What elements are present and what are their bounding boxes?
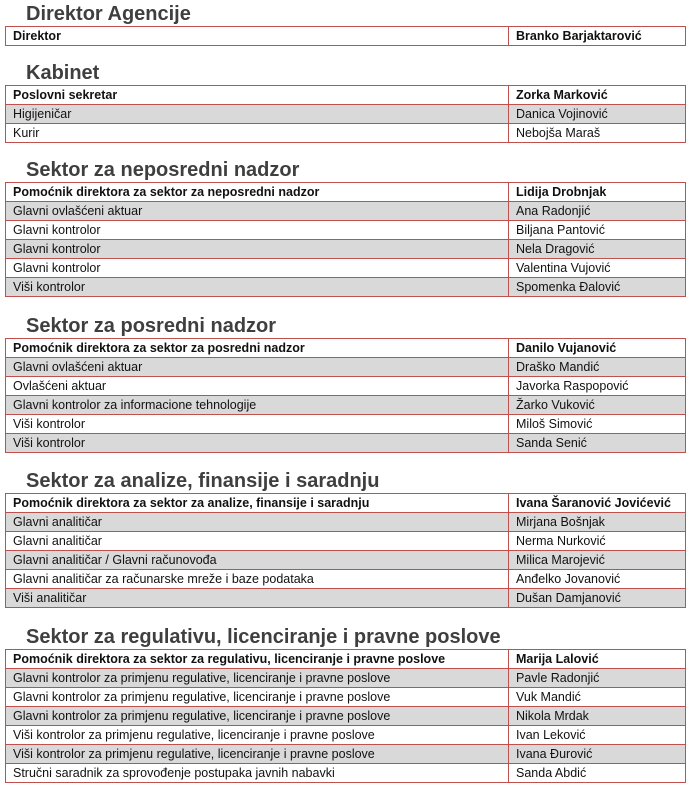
table-row [6,221,686,240]
staff-table [5,85,686,143]
name-cell: Spomenka Đalović [509,278,686,297]
name-cell: Danica Vojinović [509,105,686,124]
role-cell: Glavni kontrolor za primjenu regulative, licenciranje i pravne poslove [6,669,509,688]
role-cell: Glavni ovlašćeni aktuar [6,358,509,377]
role-cell: Glavni ovlašćeni aktuar [6,202,509,221]
name-cell: Nerma Nurković [509,532,686,551]
table-row [6,650,686,669]
role-cell: Glavni kontrolor za primjenu regulative, licenciranje i pravne poslove [6,707,509,726]
table-row [6,764,686,783]
role-cell: Viši kontrolor [6,434,509,453]
section-analize-finansije [5,470,686,608]
role-cell: Ovlašćeni aktuar [6,377,509,396]
name-cell: Žarko Vuković [509,396,686,415]
role-cell: Glavni kontrolor [6,240,509,259]
name-cell: Vuk Mandić [509,688,686,707]
section-title: Sektor za analize, finansije i saradnju [26,470,380,492]
role-cell: Glavni analitičar za računarske mreže i baze podataka [6,570,509,589]
name-cell: Branko Barjaktarović [509,27,686,46]
name-cell: Sanda Senić [509,434,686,453]
name-cell: Pavle Radonjić [509,669,686,688]
name-cell: Sanda Abdić [509,764,686,783]
role-cell: Higijeničar [6,105,509,124]
name-cell: Javorka Raspopović [509,377,686,396]
table-row [6,240,686,259]
role-cell: Pomoćnik direktora za sektor za neposredni nadzor [6,183,509,202]
section-regulativa-licenciranje [5,626,686,783]
staff-table [5,26,686,46]
role-cell: Viši analitičar [6,589,509,608]
role-cell: Glavni kontrolor [6,221,509,240]
role-cell: Kurir [6,124,509,143]
section-title: Direktor Agencije [26,3,191,25]
section-neposredni-nadzor [5,159,686,297]
name-cell: Ivana Šaranović Jovićević [509,494,686,513]
table-row [6,589,686,608]
role-cell: Pomoćnik direktora za sektor za posredni nadzor [6,339,509,358]
role-cell: Glavni kontrolor za informacione tehnologije [6,396,509,415]
table-row [6,513,686,532]
role-cell: Pomoćnik direktora za sektor za analize, finansije i saradnju [6,494,509,513]
role-cell: Glavni analitičar [6,532,509,551]
section-title: Sektor za regulativu, licenciranje i pravne poslove [26,626,501,648]
table-row [6,707,686,726]
table-row [6,688,686,707]
section-title: Sektor za neposredni nadzor [26,159,300,181]
table-row [6,202,686,221]
table-row [6,669,686,688]
name-cell: Zorka Marković [509,86,686,105]
name-cell: Draško Mandić [509,358,686,377]
table-row [6,278,686,297]
table-row [6,124,686,143]
table-row [6,339,686,358]
table-row [6,570,686,589]
section-title: Kabinet [26,62,100,84]
table-row [6,551,686,570]
table-row [6,86,686,105]
name-cell: Lidija Drobnjak [509,183,686,202]
name-cell: Anđelko Jovanović [509,570,686,589]
table-row [6,745,686,764]
table-row [6,434,686,453]
section-posredni-nadzor [5,315,686,453]
section-direktor-agencije [5,3,686,46]
name-cell: Ivan Leković [509,726,686,745]
table-row [6,105,686,124]
table-row [6,396,686,415]
name-cell: Ivana Đurović [509,745,686,764]
role-cell: Poslovni sekretar [6,86,509,105]
name-cell: Miloš Simović [509,415,686,434]
name-cell: Dušan Damjanović [509,589,686,608]
role-cell: Viši kontrolor za primjenu regulative, licenciranje i pravne poslove [6,745,509,764]
name-cell: Danilo Vujanović [509,339,686,358]
table-row [6,532,686,551]
role-cell: Viši kontrolor za primjenu regulative, licenciranje i pravne poslove [6,726,509,745]
name-cell: Mirjana Bošnjak [509,513,686,532]
table-row [6,183,686,202]
table-row [6,259,686,278]
name-cell: Biljana Pantović [509,221,686,240]
table-row [6,27,686,46]
name-cell: Marija Lalović [509,650,686,669]
table-row [6,358,686,377]
name-cell: Valentina Vujović [509,259,686,278]
role-cell: Viši kontrolor [6,415,509,434]
staff-table [5,182,686,297]
staff-table [5,338,686,453]
section-title: Sektor za posredni nadzor [26,315,277,337]
name-cell: Nebojša Maraš [509,124,686,143]
role-cell: Pomoćnik direktora za sektor za regulativu, licenciranje i pravne poslove [6,650,509,669]
role-cell: Direktor [6,27,509,46]
table-row [6,726,686,745]
role-cell: Glavni analitičar / Glavni računovođa [6,551,509,570]
role-cell: Stručni saradnik za sprovođenje postupaka javnih nabavki [6,764,509,783]
name-cell: Nikola Mrdak [509,707,686,726]
table-row [6,415,686,434]
table-row [6,494,686,513]
section-kabinet [5,62,686,143]
role-cell: Viši kontrolor [6,278,509,297]
staff-table [5,493,686,608]
staff-table [5,649,686,783]
name-cell: Nela Dragović [509,240,686,259]
role-cell: Glavni kontrolor [6,259,509,278]
name-cell: Ana Radonjić [509,202,686,221]
table-row [6,377,686,396]
role-cell: Glavni analitičar [6,513,509,532]
role-cell: Glavni kontrolor za primjenu regulative, licenciranje i pravne poslove [6,688,509,707]
name-cell: Milica Marojević [509,551,686,570]
